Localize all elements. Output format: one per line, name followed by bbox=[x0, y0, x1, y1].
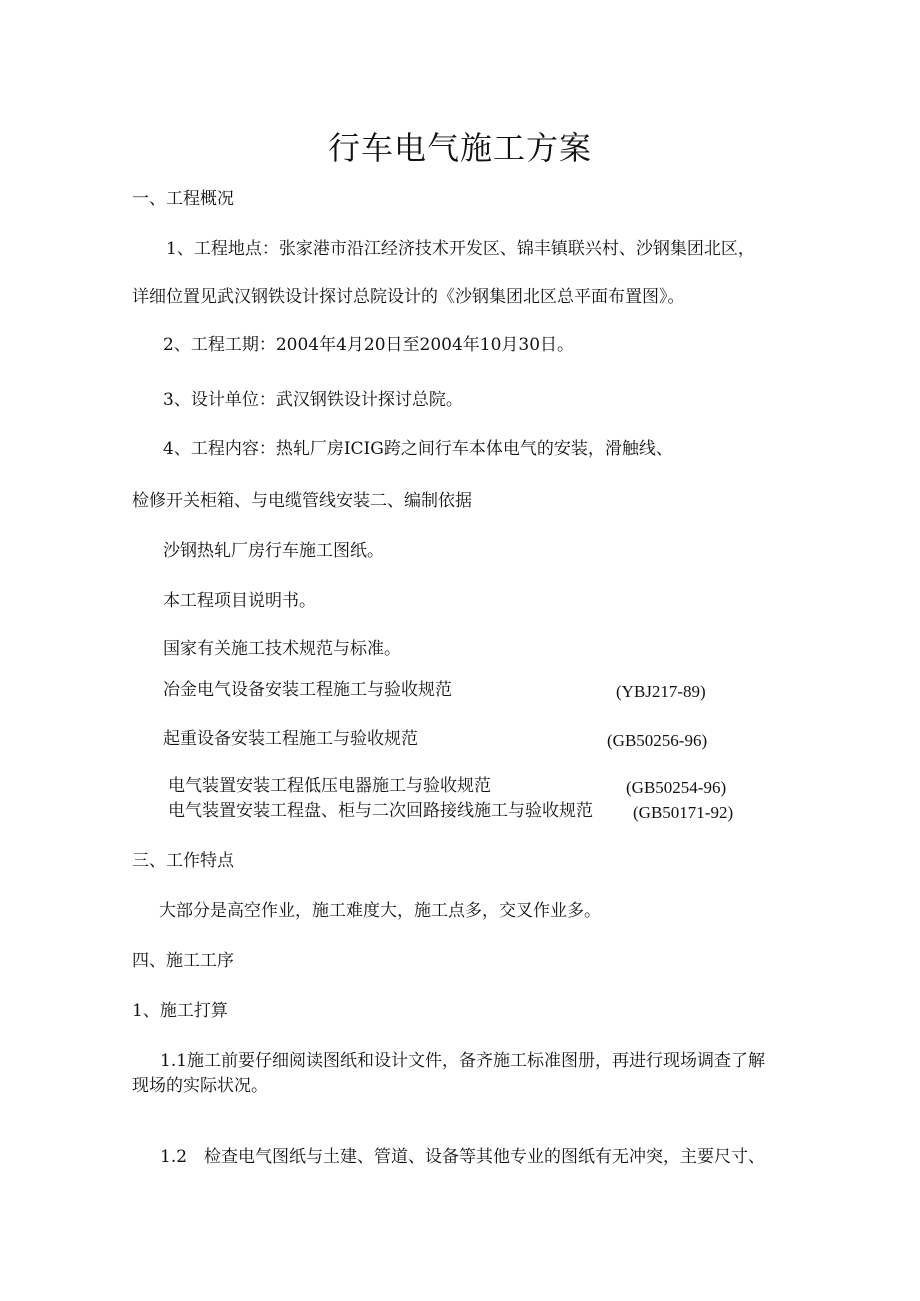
paragraph-schedule: 2、工程工期：2004年4月20日至2004年10月30日。 bbox=[163, 335, 575, 355]
standard-2-code: (GB50256-96) bbox=[607, 731, 708, 750]
basis-item-2: 本工程项目说明书。 bbox=[163, 591, 316, 611]
section-3-text: 大部分是高空作业，施工难度大，施工点多，交叉作业多。 bbox=[159, 901, 601, 921]
paragraph-location-line1: 1、工程地点：张家港市沿江经济技术开发区、锦丰镇联兴村、沙钢集团北区， bbox=[166, 239, 755, 259]
section-1-heading: 一、工程概况 bbox=[132, 189, 234, 209]
standard-3-name: 电气装置安装工程低压电器施工与验收规范 bbox=[168, 776, 491, 796]
section-4-sub-1: 1、施工打算 bbox=[132, 1001, 228, 1021]
paragraph-content-line1: 4、工程内容：热轧厂房ICIG跨之间行车本体电气的安装，滑触线、 bbox=[163, 439, 673, 459]
standard-1-code: (YBJ217-89) bbox=[616, 682, 706, 701]
paragraph-design-unit: 3、设计单位：武汉钢铁设计探讨总院。 bbox=[163, 390, 463, 410]
paragraph-1-1-line1: 1.1施工前要仔细阅读图纸和设计文件，备齐施工标准图册，再进行现场调查了解 bbox=[160, 1051, 766, 1071]
paragraph-content-line2: 检修开关柜箱、与电缆管线安装二、编制依据 bbox=[132, 491, 472, 511]
section-3-heading: 三、工作特点 bbox=[132, 851, 234, 871]
paragraph-location-line2: 详细位置见武汉钢铁设计探讨总院设计的《沙钢集团北区总平面布置图》。 bbox=[132, 287, 685, 307]
section-4-heading: 四、施工工序 bbox=[132, 951, 234, 971]
basis-item-3: 国家有关施工技术规范与标准。 bbox=[163, 639, 401, 659]
standard-3-code: (GB50254-96) bbox=[626, 778, 727, 797]
basis-item-1: 沙钢热轧厂房行车施工图纸。 bbox=[163, 541, 384, 561]
document-title: 行车电气施工方案 bbox=[327, 129, 592, 167]
standard-4-name: 电气装置安装工程盘、柜与二次回路接线施工与验收规范 bbox=[168, 801, 593, 821]
standard-1-name: 冶金电气设备安装工程施工与验收规范 bbox=[163, 680, 452, 700]
standard-4-code: (GB50171-92) bbox=[633, 803, 734, 822]
paragraph-1-1-line2: 现场的实际状况。 bbox=[132, 1076, 268, 1096]
standard-2-name: 起重设备安装工程施工与验收规范 bbox=[163, 729, 418, 749]
paragraph-1-2: 1.2 检查电气图纸与土建、管道、设备等其他专业的图纸有无冲突，主要尺寸、 bbox=[160, 1147, 766, 1167]
